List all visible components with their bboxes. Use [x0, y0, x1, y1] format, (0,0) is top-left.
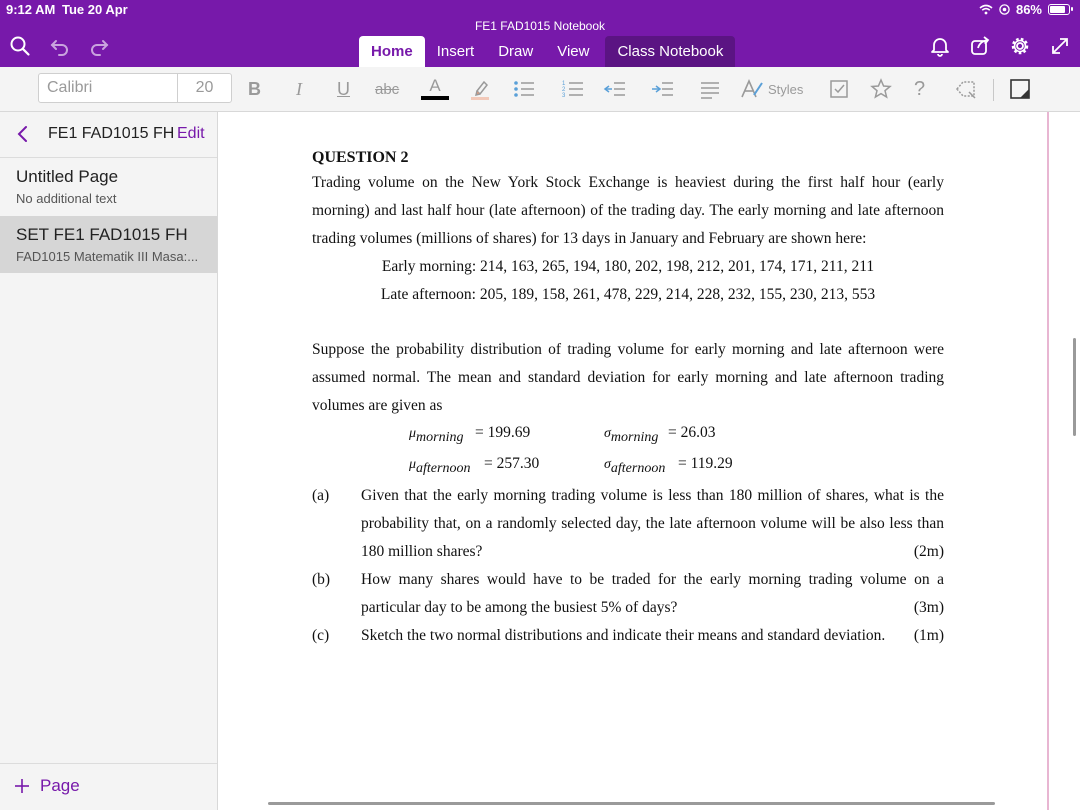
mu-afternoon-subscript: afternoon [416, 461, 471, 477]
align-icon[interactable] [698, 77, 722, 101]
page-item-set-fe1[interactable] [0, 216, 217, 273]
sigma-afternoon-value: = 119.29 [678, 455, 733, 472]
mu-symbol: μ [409, 426, 417, 441]
page-view-icon[interactable] [1008, 77, 1032, 101]
help-button[interactable]: ? [914, 77, 926, 100]
bold-button[interactable]: B [248, 78, 261, 99]
late-afternoon-data: Late afternoon: 205, 189, 158, 261, 478, 229, 214, 228, 232, 155, 230, 213, 553 [380, 285, 876, 303]
tab-insert[interactable]: Insert [436, 43, 475, 60]
tab-view[interactable]: View [557, 43, 590, 60]
bullet-list-icon[interactable] [512, 77, 536, 101]
checkbox-tag-icon[interactable] [827, 77, 851, 101]
battery-percent: 86% [1015, 2, 1042, 17]
ribbon-tabs [359, 36, 735, 67]
page-title: SET FE1 FAD1015 FH [16, 225, 188, 244]
font-selector[interactable] [38, 73, 232, 103]
notebook-title: FE1 FAD1015 Notebook [474, 19, 606, 33]
horizontal-scrollbar[interactable] [268, 802, 995, 805]
mu-morning-value: = 199.69 [475, 424, 531, 441]
sigma-afternoon-subscript: afternoon [610, 461, 666, 477]
tab-class-notebook[interactable]: Class Notebook [605, 36, 735, 67]
sigma-symbol: σ [604, 426, 611, 441]
expand-icon[interactable] [1048, 34, 1072, 58]
edit-button[interactable]: Edit [177, 125, 205, 142]
back-chevron-icon[interactable] [14, 124, 32, 144]
more-tags-icon[interactable] [954, 77, 978, 101]
status-time: 9:12 AM [6, 2, 56, 17]
sigma-morning-value: = 26.03 [668, 424, 716, 441]
highlighter-icon[interactable] [468, 77, 492, 101]
page-item-untitled[interactable] [0, 158, 217, 215]
font-color-letter: A [429, 76, 441, 95]
tab-home[interactable]: Home [359, 36, 425, 67]
add-page-label: Page [40, 776, 80, 795]
sidebar-header [0, 112, 217, 158]
page-preview: FAD1015 Matematik III Masa:... [16, 249, 199, 264]
ribbon-divider [993, 79, 994, 101]
early-morning-data: Early morning: 214, 163, 265, 194, 180, 202, 198, 212, 201, 174, 171, 211, 211 [381, 258, 875, 275]
part-marks: (3m) [913, 599, 944, 616]
part-label: (a) [312, 487, 330, 504]
styles-label: Styles [768, 81, 804, 97]
gear-icon[interactable] [1008, 34, 1032, 58]
mean-sd-row-afternoon [312, 451, 944, 482]
underline-button[interactable]: U [337, 78, 350, 99]
page-margin-line [1047, 112, 1049, 810]
part-text: Sketch the two normal distributions and indicate their means and standard deviation. [361, 627, 886, 644]
mu-symbol: μ [409, 457, 417, 472]
status-icons [979, 2, 1070, 17]
part-marks: (2m) [913, 543, 944, 560]
battery-icon [1048, 4, 1070, 15]
plus-icon [14, 778, 30, 794]
font-color-button[interactable] [421, 77, 449, 101]
part-c [312, 622, 944, 650]
status-date: Tue 20 Apr [62, 2, 128, 17]
sigma-symbol: σ [604, 457, 611, 472]
wifi-icon [979, 4, 993, 15]
decrease-indent-icon[interactable] [602, 77, 626, 101]
question-title: QUESTION 2 [312, 149, 409, 166]
font-color-swatch [421, 96, 449, 100]
star-icon[interactable] [869, 77, 893, 101]
search-icon[interactable] [8, 34, 32, 58]
redo-icon[interactable] [87, 34, 111, 58]
part-b [312, 566, 944, 622]
increase-indent-icon[interactable] [650, 77, 674, 101]
sigma-morning-subscript: morning [610, 430, 659, 446]
part-text: Given that the early morning trading volume is less than 180 million of shares, what is the probability that, on a randomly selected day, the late afternoon volume will be also less than 180 million shares? [361, 487, 944, 560]
font-size-field[interactable]: 20 [195, 79, 214, 96]
part-marks: (1m) [913, 627, 944, 644]
sidebar-footer [0, 763, 217, 810]
share-icon[interactable] [968, 34, 992, 58]
page-title: Untitled Page [16, 167, 119, 186]
part-a [312, 482, 944, 566]
vertical-scrollbar[interactable] [1073, 338, 1076, 436]
tab-draw[interactable]: Draw [498, 43, 534, 60]
numbered-list-icon[interactable] [561, 77, 585, 101]
title-bar [0, 0, 1080, 67]
strikethrough-button[interactable]: abc [375, 80, 400, 98]
page-list-sidebar [0, 112, 218, 810]
svg-text:3: 3 [562, 93, 566, 99]
part-label: (b) [312, 571, 331, 588]
question-document [312, 145, 944, 650]
undo-icon[interactable] [48, 34, 72, 58]
intro-paragraph: Trading volume on the New York Stock Exchange is heaviest during the first half hour (early morning) and last half hour (late afternoon) of the trading day. The early morning and late afternoon trading volumes (millions of shares) for 13 days in January and February are shown here: [312, 174, 944, 247]
svg-text:2: 2 [562, 87, 566, 93]
svg-text:1: 1 [562, 81, 566, 87]
mean-sd-row-morning [312, 420, 944, 451]
section-title: FE1 FAD1015 FH [48, 125, 175, 142]
mu-morning-subscript: morning [416, 430, 464, 446]
font-name-field[interactable]: Calibri [39, 74, 178, 102]
page-preview: No additional text [16, 191, 117, 206]
add-page-button[interactable] [14, 776, 80, 796]
mu-afternoon-value: = 257.30 [484, 455, 540, 472]
styles-button[interactable] [740, 77, 803, 101]
location-icon [999, 4, 1010, 15]
italic-button[interactable]: I [296, 78, 302, 99]
part-text: How many shares would have to be traded for the early morning trading volume on a particular day to be among the busiest 5% of days? [361, 571, 944, 616]
formatting-ribbon [0, 67, 1080, 112]
part-label: (c) [312, 627, 330, 644]
suppose-paragraph: Suppose the probability distribution of trading volume for early morning and late afternoon were assumed normal. The mean and standard deviation for early morning and late afternoon trading volumes are given as [312, 341, 944, 414]
bell-icon[interactable] [928, 34, 952, 58]
